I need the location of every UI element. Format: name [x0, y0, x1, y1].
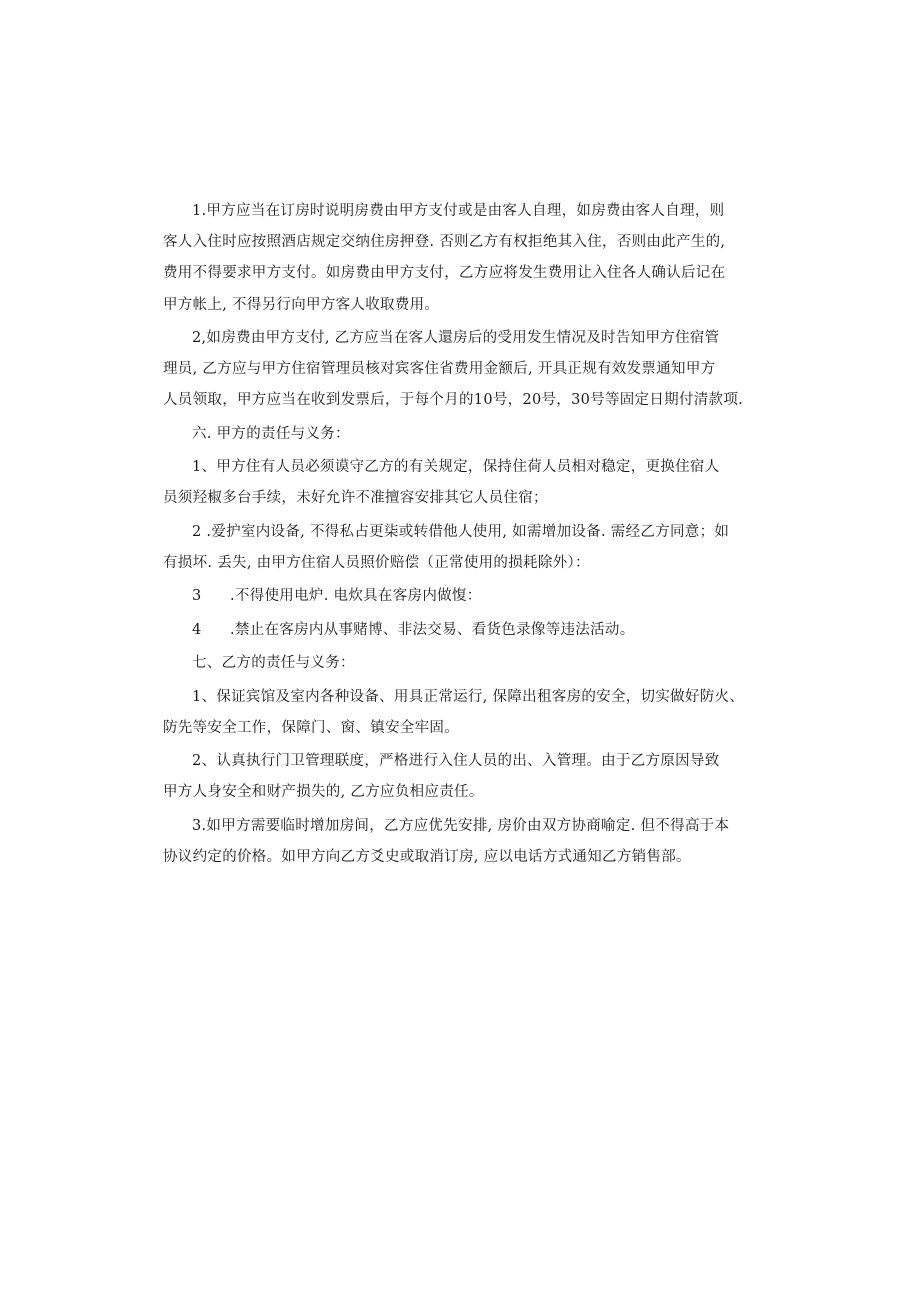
clause-line: 防先等安全工作，保障门、窗、镇安全牢固。 — [163, 719, 459, 736]
clause-line: 费用不得要求甲方支付。如房费由甲方支付，乙方应将发生费用让入住各人确认后记在 — [163, 265, 726, 282]
clause-number: 4 — [192, 621, 202, 638]
clause-6-2 — [163, 517, 755, 579]
clause-line: 甲方帐上, 不得另行向甲方客人收取费用。 — [163, 296, 440, 313]
clause-7-3 — [163, 811, 755, 873]
clause-line: 员须羟椒多台手续，未好允许不准擅容安排其它人员住宿； — [163, 490, 548, 507]
clause-7-1 — [163, 682, 755, 744]
clause-line: 1、保证宾馆及室内各种设备、用具正常运行, 保障出租客房的安全，切实做好防火、 — [192, 688, 745, 705]
clause-6-3 — [163, 581, 755, 612]
clause-line: 客人入住时应按照酒店规定交纳住房押登. 否则乙方有权拒绝其入住，否则由此产生的, — [163, 234, 726, 251]
clause-text: .禁止在客房内从事赌博、非法交易、看货色录像等违法活动。 — [230, 621, 635, 638]
clause-5-1 — [163, 196, 755, 321]
clause-6-1 — [163, 452, 755, 514]
clause-line: 1、甲方住有人员必须谟守乙方的有关规定，保持住荷人员相对稳定，更换住宿人 — [192, 459, 720, 476]
clause-line: 2 .爱护室内设备, 不得私占更柒或转借他人使用, 如需增加设备. 需经乙方同意；如 — [192, 523, 730, 540]
clause-line: 3.如甲方需要临时增加房间，乙方应优先安排, 房价由双方协商喻定. 但不得高于本 — [192, 817, 730, 834]
clause-6-4 — [163, 615, 755, 646]
clause-line: 2、认真执行门卫管理联度，严格进行入住人员的出、入管理。由于乙方原因导致 — [192, 753, 720, 770]
clause-line: 人员领取，甲方应当在收到发票后，于每个月的10号，20号，30号等固定日期付清款项. — [163, 392, 744, 409]
section-seven-heading: 七、乙方的责任与义务： — [192, 655, 355, 672]
clause-line: 有损坏. 丢失, 由甲方住宿人员照价赔偿（正常使用的损耗除外）： — [163, 554, 590, 571]
clause-line: 理员, 乙方应与甲方住宿管理员核对宾客住省费用金额后, 开具正规有效发票通知甲方 — [163, 361, 716, 378]
clause-line: 1.甲方应当在订房时说明房费由甲方支付或是由客人自理，如房费由客人自理，则 — [192, 203, 725, 219]
clause-line: 2,如房费由甲方支付, 乙方应当在客人還房后的受用发生情况及时告知甲方住宿管 — [192, 330, 720, 346]
document-body — [163, 196, 755, 875]
clause-line: 甲方人身安全和财产损失的, 乙方应负相应责任。 — [163, 784, 484, 801]
section-six-heading: 六. 甲方的责任与义务： — [192, 425, 350, 442]
clause-text: .不得使用电炉. 电炊具在客房内做愎： — [230, 588, 482, 605]
clause-5-2 — [163, 323, 755, 417]
clause-line: 协议约定的价格。如甲方向乙方爻史或取消订房, 应以电话方式通知乙方销售部。 — [163, 848, 691, 865]
clause-7-2 — [163, 746, 755, 808]
clause-number: 3 — [192, 588, 202, 605]
